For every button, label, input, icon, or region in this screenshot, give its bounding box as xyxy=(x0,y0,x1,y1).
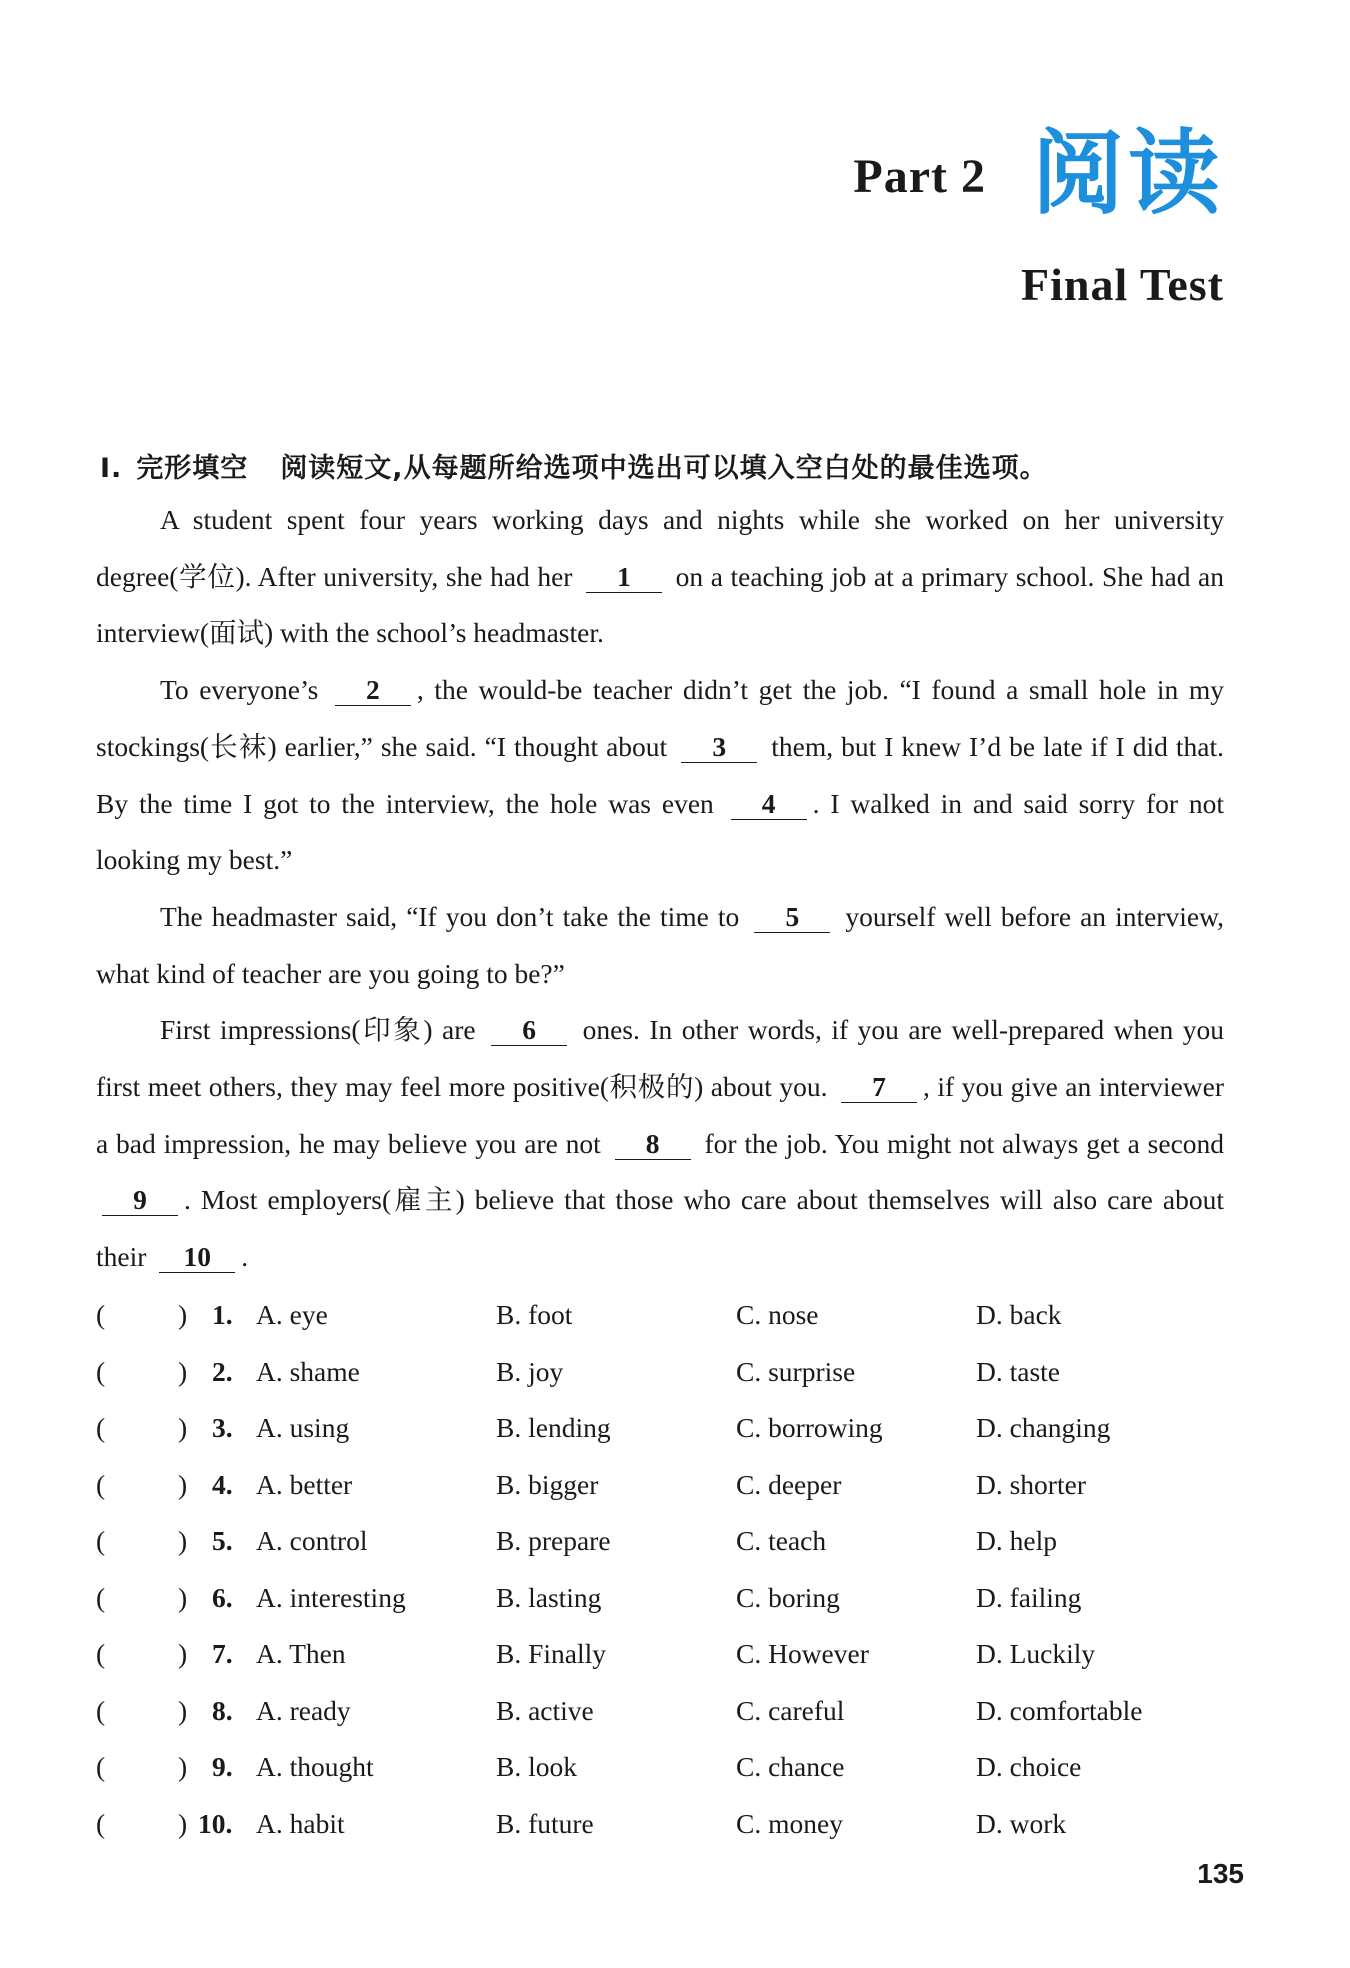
option-d: D. help xyxy=(976,1525,1057,1556)
passage-paragraph-3 xyxy=(96,889,1224,1002)
passage-text: on a teaching job at a primary school. She had an interview(面试) with the school’s headmaster. xyxy=(96,560,1225,649)
passage-text: . Most employers(雇主) believe that those who care about themselves will also care about their xyxy=(96,1184,1224,1273)
section-instruction: 阅读短文,从每题所给选项中选出可以填入空白处的最佳选项。 xyxy=(280,453,1048,484)
option-b: B. future xyxy=(496,1807,594,1839)
answer-paren-open[interactable]: ( xyxy=(96,1638,106,1669)
option-d: D. failing xyxy=(976,1581,1082,1613)
passage-text: them, but I knew I’d be late if I did that. By the time I got to the interview, the hole was even xyxy=(96,730,1224,819)
answer-paren-close: ) xyxy=(178,1751,188,1782)
option-d: D. taste xyxy=(976,1355,1061,1387)
option-d: D. shorter xyxy=(976,1468,1086,1500)
answer-paren-close: ) xyxy=(178,1807,188,1839)
part-header xyxy=(853,120,1224,227)
blank-5: 5 xyxy=(754,902,830,933)
section-number: Ⅰ. xyxy=(100,453,123,484)
passage-paragraph-1 xyxy=(96,492,1224,662)
passage-text: , the would-be teacher didn’t get the job. “I found a small hole in my stockings(长袜) earlier,” she said. “I thought about xyxy=(96,674,1224,762)
option-c: C. deeper xyxy=(736,1468,842,1500)
option-a: A. eye xyxy=(256,1299,328,1330)
option-a: A. control xyxy=(256,1525,368,1556)
option-b: B. lending xyxy=(496,1412,611,1443)
question-number: 2. xyxy=(212,1355,233,1387)
option-d: D. back xyxy=(976,1299,1062,1330)
option-b: B. prepare xyxy=(496,1525,611,1556)
passage-text: yourself well before an interview, what kind of teacher are you going to be?” xyxy=(96,900,1225,989)
answer-paren-close: ) xyxy=(178,1638,188,1669)
answer-paren-open[interactable]: ( xyxy=(96,1581,106,1613)
option-b: B. Finally xyxy=(496,1638,607,1669)
answer-paren-open[interactable]: ( xyxy=(96,1355,106,1387)
question-row xyxy=(96,1683,1226,1740)
passage-text: . xyxy=(241,1241,249,1273)
question-options xyxy=(96,1287,1226,1852)
question-number: 6. xyxy=(212,1581,233,1613)
question-row xyxy=(96,1570,1226,1627)
question-row xyxy=(96,1344,1226,1401)
answer-paren-open[interactable]: ( xyxy=(96,1525,106,1556)
answer-paren-close: ) xyxy=(178,1581,188,1613)
blank-6: 6 xyxy=(491,1015,567,1046)
answer-paren-open[interactable]: ( xyxy=(96,1412,106,1443)
option-a: A. shame xyxy=(256,1355,360,1387)
question-row xyxy=(96,1739,1226,1796)
option-a: A. habit xyxy=(256,1807,345,1839)
blank-4: 4 xyxy=(731,789,807,820)
option-d: D. changing xyxy=(976,1412,1111,1443)
option-d: D. comfortable xyxy=(976,1694,1143,1726)
option-a: A. using xyxy=(256,1412,350,1443)
question-row xyxy=(96,1626,1226,1683)
part-title: 阅读 xyxy=(1031,120,1224,227)
passage-text: A student spent four years working days and nights while she worked on her university degree(学位). After university, she had her xyxy=(96,504,1224,592)
test-title: Final Test xyxy=(1020,259,1224,310)
passage-text: , if you give an interviewer a bad impression, he may believe you are not xyxy=(96,1071,1224,1159)
passage-text: The headmaster said, “If you don’t take the time to xyxy=(160,900,740,932)
question-number: 8. xyxy=(212,1694,233,1726)
question-number: 4. xyxy=(212,1468,233,1500)
option-c: C. However xyxy=(736,1638,869,1669)
option-b: B. foot xyxy=(496,1299,573,1330)
page-number: 135 xyxy=(1197,1858,1244,1889)
passage-text: ones. In other words, if you are well-prepared when you first meet others, they may feel more positive(积极的) about you. xyxy=(96,1014,1224,1103)
option-c: C. nose xyxy=(736,1299,819,1330)
part-label: Part 2 xyxy=(853,150,986,203)
question-row xyxy=(96,1796,1226,1853)
option-b: B. active xyxy=(496,1694,594,1726)
option-d: D. work xyxy=(976,1807,1067,1839)
option-b: B. bigger xyxy=(496,1468,599,1500)
option-a: A. better xyxy=(256,1468,353,1500)
passage-text: To everyone’s xyxy=(160,674,319,706)
blank-7: 7 xyxy=(841,1072,917,1103)
answer-paren-open[interactable]: ( xyxy=(96,1694,106,1726)
option-c: C. money xyxy=(736,1807,843,1839)
answer-paren-close: ) xyxy=(178,1694,188,1726)
passage-paragraph-2 xyxy=(96,662,1224,889)
answer-paren-close: ) xyxy=(178,1525,188,1556)
section-heading xyxy=(100,446,1230,485)
blank-3: 3 xyxy=(681,732,757,763)
blank-10: 10 xyxy=(159,1242,235,1273)
option-c: C. borrowing xyxy=(736,1412,883,1443)
answer-paren-open[interactable]: ( xyxy=(96,1468,106,1500)
blank-9: 9 xyxy=(102,1185,178,1216)
option-c: C. teach xyxy=(736,1525,827,1556)
question-row xyxy=(96,1400,1226,1457)
question-row xyxy=(96,1457,1226,1514)
passage-text: First impressions(印象) are xyxy=(160,1014,476,1046)
passage-text: . I walked in and said sorry for not looking my best.” xyxy=(96,787,1225,876)
option-b: B. look xyxy=(496,1751,577,1782)
option-a: A. ready xyxy=(256,1694,351,1726)
question-number: 5. xyxy=(212,1525,233,1556)
option-b: B. joy xyxy=(496,1355,564,1387)
option-c: C. chance xyxy=(736,1751,845,1782)
passage-paragraph-4 xyxy=(96,1002,1224,1286)
answer-paren-close: ) xyxy=(178,1468,188,1500)
question-number: 1. xyxy=(212,1299,233,1330)
question-row xyxy=(96,1287,1226,1344)
answer-paren-open[interactable]: ( xyxy=(96,1807,106,1839)
question-number: 3. xyxy=(212,1412,233,1443)
cloze-passage xyxy=(96,492,1224,1286)
question-number: 7. xyxy=(212,1638,233,1669)
answer-paren-close: ) xyxy=(178,1412,188,1443)
passage-text: for the job. You might not always get a second xyxy=(704,1127,1225,1159)
option-c: C. careful xyxy=(736,1694,845,1726)
option-d: D. choice xyxy=(976,1751,1082,1782)
option-b: B. lasting xyxy=(496,1581,602,1613)
answer-paren-open[interactable]: ( xyxy=(96,1751,106,1782)
option-c: C. boring xyxy=(736,1581,840,1613)
section-type: 完形填空 xyxy=(136,453,249,484)
answer-paren-open[interactable]: ( xyxy=(96,1299,106,1330)
option-a: A. interesting xyxy=(256,1581,406,1613)
answer-paren-close: ) xyxy=(178,1299,188,1330)
option-c: C. surprise xyxy=(736,1355,856,1387)
option-d: D. Luckily xyxy=(976,1638,1096,1669)
question-number: 9. xyxy=(212,1751,233,1782)
option-a: A. thought xyxy=(256,1751,374,1782)
blank-2: 2 xyxy=(335,675,411,706)
question-row xyxy=(96,1513,1226,1570)
option-a: A. Then xyxy=(256,1638,346,1669)
question-number: 10. xyxy=(198,1807,233,1839)
answer-paren-close: ) xyxy=(178,1355,188,1387)
blank-1: 1 xyxy=(586,562,662,593)
blank-8: 8 xyxy=(615,1129,691,1160)
